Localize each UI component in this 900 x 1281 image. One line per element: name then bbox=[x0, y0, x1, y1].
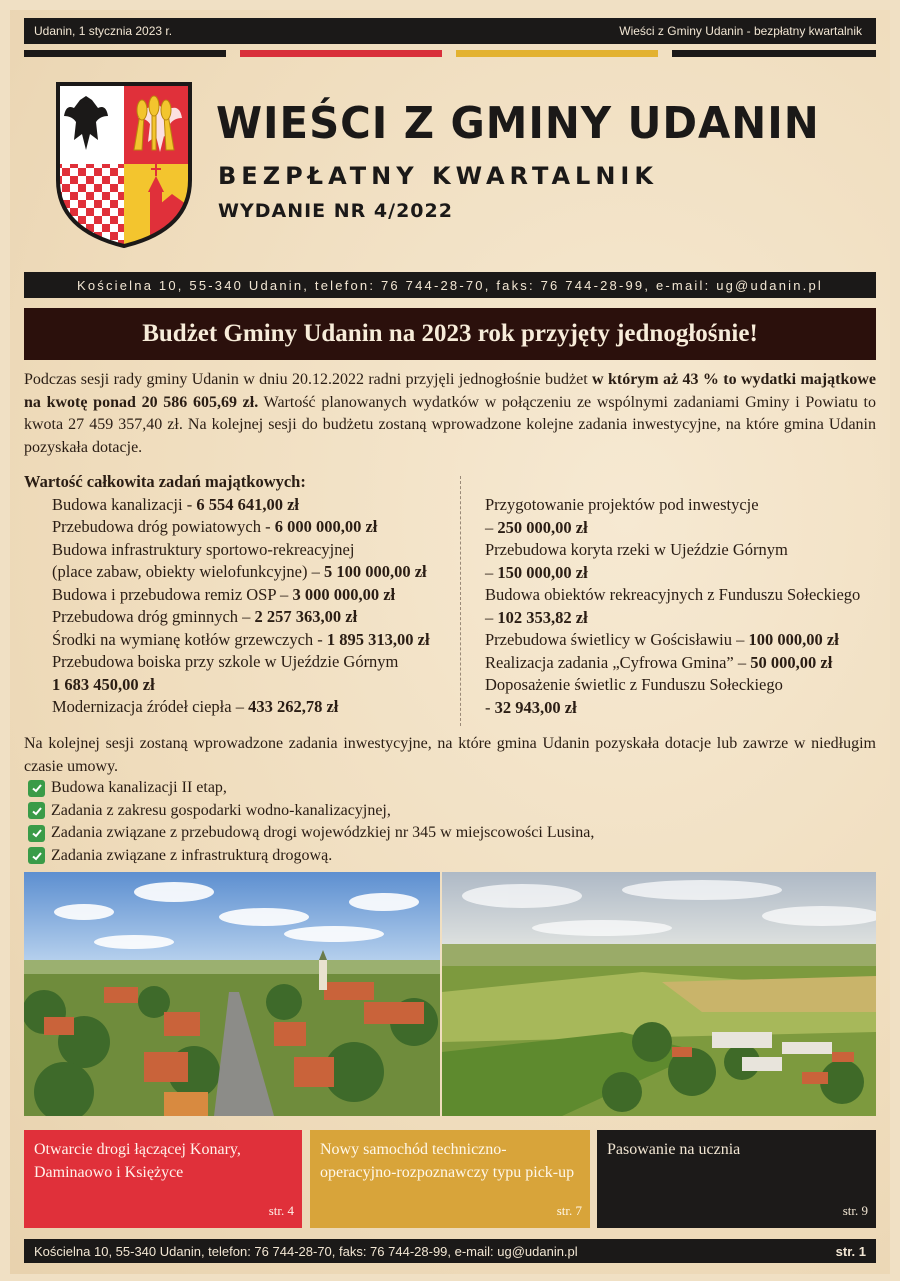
checklist-text: Zadania z zakresu gospodarki wodno-kanalizacyjnej, bbox=[51, 801, 391, 819]
investment-label: Realizacja zadania „Cyfrowa Gmina” – bbox=[485, 652, 751, 672]
investment-value: 433 262,78 zł bbox=[248, 697, 339, 716]
investment-label: Modernizacja źródeł ciepła – bbox=[52, 697, 249, 716]
investment-item bbox=[24, 584, 454, 607]
investment-value: 150 000,00 zł bbox=[497, 562, 588, 582]
investment-item bbox=[485, 494, 880, 517]
masthead-subtitle: BEZPŁATNY KWARTALNIK bbox=[218, 162, 658, 190]
teaser-title: Nowy samochód techniczno-operacyjno-rozpoznawczy typu pick-up bbox=[320, 1141, 575, 1181]
teaser-road-opening[interactable] bbox=[24, 1130, 302, 1228]
investment-label: Przebudowa dróg gminnych – bbox=[52, 607, 255, 626]
footer-contact: Kościelna 10, 55-340 Udanin, telefon: 76 744-28-70, faks: 76 744-28-99, e-mail: ug@udanin.pl bbox=[34, 1243, 578, 1259]
column-divider bbox=[460, 476, 461, 726]
stripe-yellow bbox=[456, 50, 658, 57]
investment-label: Budowa obiektów rekreacyjnych z Funduszu Sołeckiego bbox=[485, 585, 861, 604]
checklist-item bbox=[28, 800, 868, 823]
investment-item bbox=[485, 697, 880, 720]
investment-item bbox=[485, 607, 880, 630]
checklist-text: Zadania związane z przebudową drogi wojewódzkiej nr 345 w miejscowości Lusina, bbox=[51, 824, 595, 841]
checkmark-icon bbox=[28, 825, 45, 842]
investment-label: Budowa i przebudowa remiz OSP – bbox=[52, 584, 293, 604]
issue-date: Udanin, 1 stycznia 2023 r. bbox=[34, 24, 173, 38]
investment-label: Budowa kanalizacji - bbox=[52, 494, 197, 514]
investment-label: Przebudowa boiska przy szkole w Ujeździe Górnym bbox=[52, 652, 399, 671]
investment-value: 50 000,00 zł bbox=[750, 652, 833, 672]
color-stripes bbox=[24, 50, 876, 58]
investment-label: Przebudowa dróg powiatowych - bbox=[52, 517, 275, 536]
investment-item bbox=[24, 651, 454, 674]
checklist-text: Budowa kanalizacji II etap, bbox=[51, 779, 227, 796]
investment-item bbox=[24, 516, 454, 539]
village-street-photo bbox=[24, 872, 440, 1116]
masthead-title: WIEŚCI Z GMINY UDANIN bbox=[216, 98, 820, 149]
investment-label: – bbox=[485, 562, 498, 582]
investments-right-column bbox=[485, 494, 880, 719]
aerial-landscape-photo bbox=[442, 872, 876, 1116]
intro-text-2: Wartość planowanych wydatków w połączeniu ze wspólnymi zadaniami Gminy i Powiatu to kwota 27 459 357,40 zł. Na kolejnej sesji do budżetu zostaną wprowadzone kolejne zadania inwestycyjne, na które gmina Udanin pozyskała dotacje. bbox=[24, 393, 876, 456]
investment-label: Środki na wymianę kotłów grzewczych - bbox=[52, 629, 327, 649]
investment-label: - bbox=[485, 697, 495, 717]
footer-bar bbox=[24, 1239, 876, 1263]
next-session-text: Na kolejnej sesji zostaną wprowadzone zadania inwestycyjne, na które gmina Udanin pozyskała dotacje lub zawrze w niedługim czasie umowy. bbox=[24, 735, 876, 775]
teaser-page: str. 7 bbox=[556, 1202, 582, 1218]
investment-value: 1 895 313,00 zł bbox=[326, 629, 430, 649]
investment-label: – bbox=[485, 517, 498, 537]
investment-item bbox=[24, 674, 454, 697]
investment-value: 250 000,00 zł bbox=[497, 517, 588, 537]
investment-value: 6 554 641,00 zł bbox=[196, 494, 299, 514]
investment-value: 32 943,00 zł bbox=[494, 697, 577, 717]
teaser-pickup-vehicle[interactable] bbox=[310, 1130, 590, 1228]
investment-item bbox=[485, 539, 880, 562]
investment-label: Przygotowanie projektów pod inwestycje bbox=[485, 495, 759, 514]
investment-value: 2 257 363,00 zł bbox=[254, 607, 358, 626]
teaser-boxes bbox=[24, 1130, 876, 1228]
investment-item bbox=[485, 652, 880, 675]
checklist bbox=[28, 777, 868, 867]
article-headline: Budżet Gminy Udanin na 2023 rok przyjęty jednogłośnie! bbox=[24, 308, 876, 360]
investment-label: Doposażenie świetlic z Funduszu Sołeckiego bbox=[485, 675, 783, 694]
article-intro bbox=[24, 369, 876, 459]
stripe-red bbox=[240, 50, 442, 57]
list-heading: Wartość całkowita zadań majątkowych: bbox=[24, 472, 306, 491]
checkmark-icon bbox=[28, 802, 45, 819]
investment-item bbox=[24, 494, 454, 517]
teaser-page: str. 4 bbox=[268, 1202, 294, 1218]
photos bbox=[24, 872, 876, 1116]
investments-left-column bbox=[24, 471, 454, 719]
tagline: Wieści z Gminy Udanin - bezpłatny kwartalnik bbox=[619, 24, 862, 38]
investment-value: 5 100 000,00 zł bbox=[323, 562, 427, 581]
page-number: str. 1 bbox=[835, 1243, 866, 1259]
investment-item bbox=[24, 629, 454, 652]
checklist-item bbox=[28, 822, 868, 845]
investment-item bbox=[24, 561, 454, 584]
intro-bold: w którym aż 43 % to wydatki majątkowe na kwotę ponad 20 586 605,69 zł. bbox=[24, 371, 877, 411]
checklist-item bbox=[28, 777, 868, 800]
investment-item bbox=[485, 584, 880, 607]
investment-item bbox=[24, 606, 454, 629]
coat-of-arms-icon bbox=[54, 80, 194, 248]
stripe-black bbox=[24, 50, 226, 57]
investment-item bbox=[485, 674, 880, 697]
investment-item bbox=[24, 696, 454, 719]
investment-label: (place zabaw, obiekty wielofunkcyjne) – bbox=[52, 562, 324, 581]
contact-bar: Kościelna 10, 55-340 Udanin, telefon: 76 744-28-70, faks: 76 744-28-99, e-mail: ug@udanin.pl bbox=[24, 272, 876, 298]
investment-item bbox=[24, 539, 454, 562]
investment-value: 3 000 000,00 zł bbox=[292, 584, 396, 604]
checkmark-icon bbox=[28, 780, 45, 797]
investment-label: – bbox=[485, 607, 498, 627]
investment-label: Budowa infrastruktury sportowo-rekreacyjnej bbox=[52, 539, 355, 559]
intro-text-1: Podczas sesji rady gminy Udanin w dniu 20.12.2022 radni przyjęli jednogłośnie budżet bbox=[24, 371, 593, 388]
teaser-page: str. 9 bbox=[842, 1202, 868, 1218]
investment-item bbox=[485, 562, 880, 585]
checklist-item bbox=[28, 845, 868, 868]
edition-number: WYDANIE NR 4/2022 bbox=[218, 200, 453, 222]
newsletter-page bbox=[10, 10, 890, 1274]
stripe-black-right bbox=[672, 50, 876, 57]
investment-value: 1 683 450,00 zł bbox=[52, 674, 155, 694]
checklist-text: Zadania związane z infrastrukturą drogową. bbox=[51, 846, 333, 864]
teaser-student-ceremony[interactable] bbox=[597, 1130, 876, 1228]
investment-item bbox=[485, 629, 880, 652]
checkmark-icon bbox=[28, 847, 45, 864]
investment-value: 100 000,00 zł bbox=[748, 630, 839, 649]
investment-item bbox=[485, 517, 880, 540]
investment-value: 6 000 000,00 zł bbox=[274, 517, 378, 536]
investment-label: Przebudowa koryta rzeki w Ujeździe Górnym bbox=[485, 540, 788, 559]
top-bar bbox=[24, 18, 876, 44]
teaser-title: Pasowanie na ucznia bbox=[607, 1141, 741, 1158]
investment-label: Przebudowa świetlicy w Gościsławiu – bbox=[485, 630, 749, 649]
teaser-title: Otwarcie drogi łączącej Konary, Daminaowo i Księżyce bbox=[34, 1141, 241, 1181]
investment-value: 102 353,82 zł bbox=[497, 607, 588, 627]
